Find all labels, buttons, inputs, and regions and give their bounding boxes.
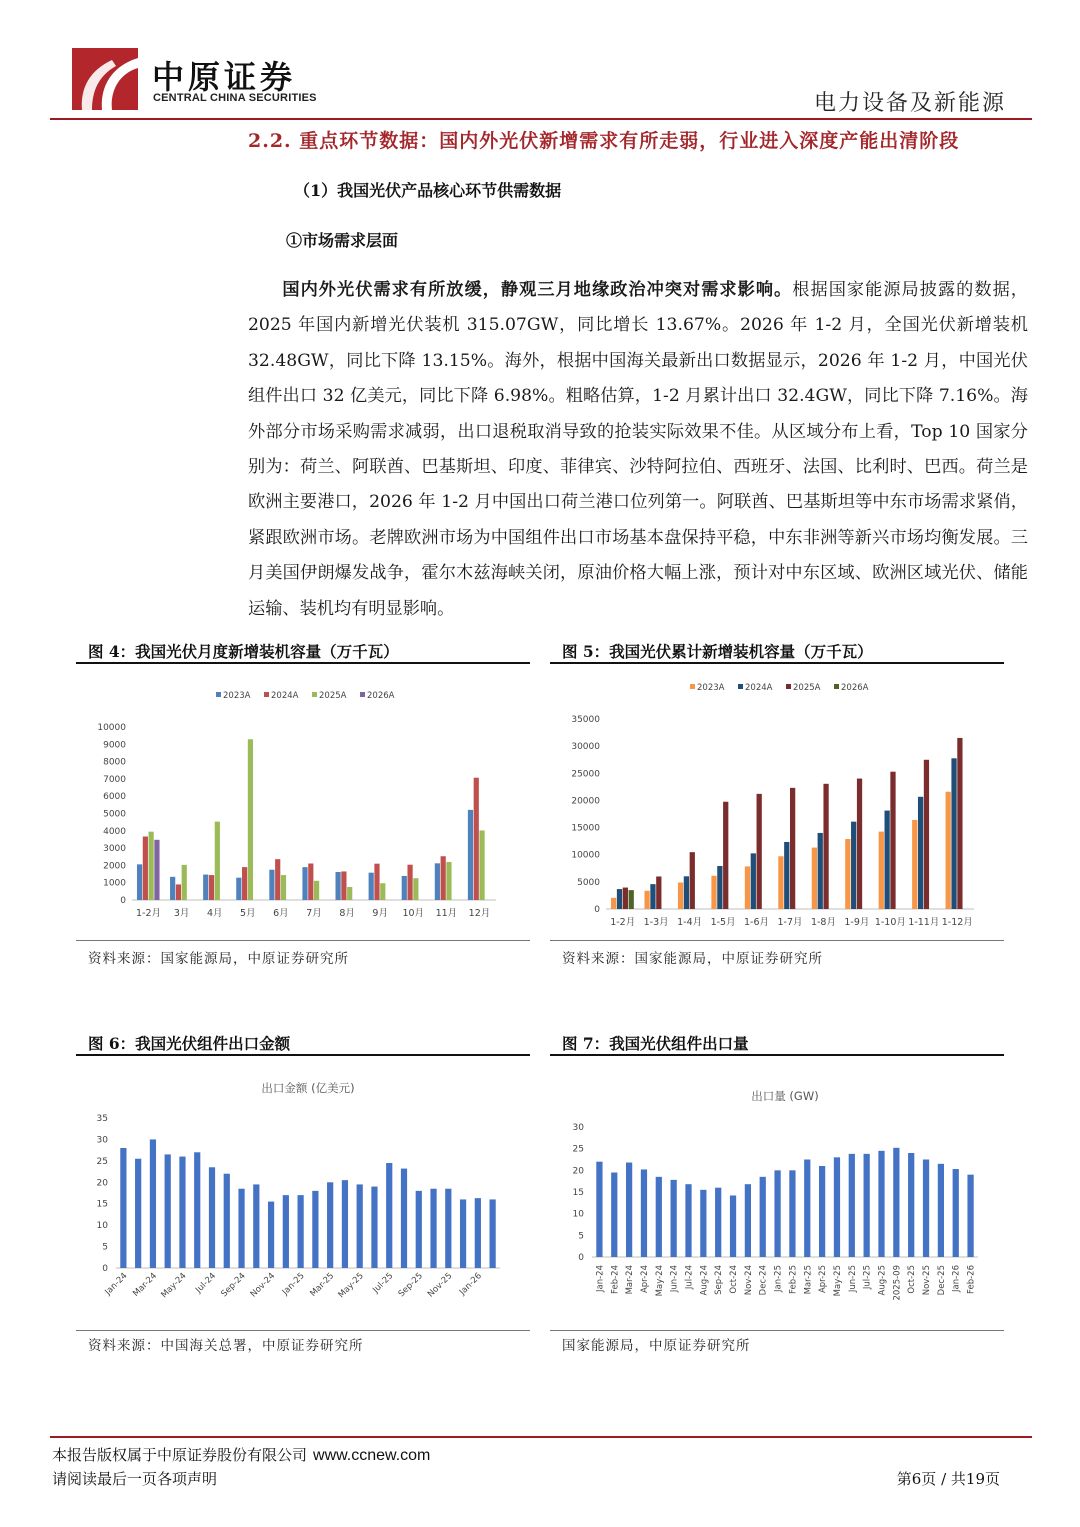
- y-tick-label: 35000: [571, 715, 600, 725]
- x-tick-label: Apr-24: [639, 1265, 650, 1294]
- x-tick-label: 6月: [273, 908, 289, 919]
- bar-Nov-24: [268, 1202, 274, 1268]
- bar-Apr-25: [342, 1180, 348, 1268]
- legend-swatch-2026A: [360, 692, 365, 697]
- bar-Dec-25: [460, 1199, 466, 1268]
- bar-2024A-12月: [474, 778, 479, 900]
- legend-label-2023A: 2023A: [697, 683, 725, 693]
- bar-2025A-5月: [248, 739, 253, 900]
- bar-2025A-1-3月: [656, 876, 661, 909]
- bar-Jul-24: [209, 1167, 215, 1268]
- x-tick-label: Oct-24: [729, 1265, 740, 1294]
- bar-Oct-25: [430, 1189, 436, 1268]
- bar-2023A-1-2月: [137, 864, 142, 900]
- x-tick-label: 4月: [206, 908, 223, 919]
- x-tick-label: May-24: [654, 1265, 665, 1297]
- bar-Nov-25: [923, 1160, 929, 1258]
- y-tick-label: 1000: [103, 878, 126, 889]
- bar-2024A-1-4月: [684, 876, 689, 909]
- legend-swatch-2024A: [738, 684, 743, 689]
- y-tick-label: 0: [594, 905, 600, 915]
- bar-2024A-4月: [209, 875, 214, 900]
- bar-Feb-25: [312, 1191, 318, 1268]
- x-tick-label: Nov-25: [922, 1265, 933, 1296]
- bar-2025A-1-2月: [149, 832, 154, 900]
- bar-Jan-24: [596, 1162, 602, 1257]
- bar-Jun-25: [371, 1187, 377, 1268]
- bar-2023A-1-11月: [912, 820, 917, 909]
- x-tick-label: Jul-25: [371, 1271, 396, 1296]
- x-tick-label: 10月: [402, 908, 425, 919]
- x-tick-label: Aug-24: [699, 1265, 710, 1296]
- y-tick-label: 20: [572, 1166, 584, 1177]
- bar-2025A-4月: [215, 822, 220, 900]
- bar-May-25: [834, 1157, 840, 1257]
- x-tick-label: Nov-25: [425, 1271, 455, 1300]
- bar-2023A-9月: [369, 873, 374, 900]
- x-tick-label: Jul-25: [862, 1265, 873, 1290]
- bar-Apr-25: [819, 1166, 825, 1257]
- x-tick-label: 1-4月: [677, 917, 703, 928]
- legend-label-2026A: 2026A: [367, 691, 395, 701]
- bar-Feb-24: [611, 1173, 617, 1258]
- figure-4-bottom-rule: [76, 940, 530, 941]
- bar-Aug-25: [878, 1151, 884, 1257]
- x-tick-label: 7月: [306, 908, 322, 919]
- subsection-heading: （1）我国光伏产品核心环节供需数据: [294, 181, 562, 200]
- bar-2025A-1-5月: [723, 802, 728, 909]
- x-tick-label: Aug-25: [877, 1265, 888, 1296]
- paragraph-text: 根据国家能源局披露的数据，2025 年国内新增光伏装机 315.07GW，同比增长 13.67%。2026 年 1-2 月，全国光伏新增装机 32.48GW，同比下降 13.15%。海外，根据中国海关最新出口数据显示，2026 年 1-2 月，中国光伏组件出口 32 亿美元，同比下降 6.98%。粗略估算，1-2 月累计出口 32.4GW，同比下降 7.16%。海外部分市场采购需求减弱，出口退税取消导致的抢装实际效果不佳。从区域分布上看，Top 10 国家分别为：荷兰、阿联酋、巴基斯坦、印度、菲律宾、沙特阿拉伯、西班牙、法国、比利时、巴西。荷兰是欧洲主要港口，2026 年 1-2 月中国出口荷兰港口位列第一。阿联酋、巴基斯坦等中东市场需求紧俏，紧跟欧洲市场。老牌欧洲市场为中国组件出口市场基本盘保持平稳，中东非洲等新兴市场均衡发展。三月美国伊朗爆发战争，霍尔木兹海峡关闭，原油价格大幅上涨，预计对中东区域、欧洲区域光伏、储能运输、装机均有明显影响。: [248, 280, 1028, 619]
- figure-6-top-rule: [76, 1054, 530, 1056]
- y-tick-label: 30: [572, 1123, 584, 1133]
- bar-Jan-25: [298, 1195, 304, 1268]
- y-tick-label: 20: [96, 1178, 108, 1189]
- legend-label-2023A: 2023A: [223, 691, 251, 701]
- x-tick-label: Jan-24: [595, 1265, 606, 1292]
- figure-5-title: 图 5：我国光伏累计新增装机容量（万千瓦）: [562, 642, 873, 661]
- bar-2025A-1-10月: [890, 772, 895, 909]
- bar-2023A-1-3月: [644, 891, 649, 909]
- bar-2025A-11月: [446, 862, 451, 900]
- x-tick-label: Jun-25: [847, 1265, 858, 1293]
- logo-mark: [72, 48, 138, 110]
- figure-4-title: 图 4：我国光伏月度新增装机容量（万千瓦）: [88, 642, 399, 661]
- bar-2023A-3月: [170, 877, 175, 900]
- x-tick-label: 1-2月: [136, 908, 162, 919]
- x-tick-label: 1-7月: [777, 917, 803, 928]
- legend-swatch-2025A: [786, 684, 791, 689]
- y-tick-label: 4000: [103, 826, 126, 837]
- x-tick-label: Mar-24: [131, 1271, 160, 1299]
- x-tick-label: Feb-25: [788, 1265, 799, 1294]
- footer-disclaimer: 请阅读最后一页各项声明: [52, 1470, 218, 1488]
- legend-label-2026A: 2026A: [841, 683, 869, 693]
- bar-Oct-24: [730, 1195, 736, 1257]
- y-tick-label: 0: [102, 1264, 108, 1274]
- legend-label-2024A: 2024A: [745, 683, 773, 693]
- x-tick-label: 1-8月: [810, 917, 836, 928]
- x-tick-label: Jan-26: [951, 1265, 962, 1292]
- bar-2024A-3月: [176, 884, 181, 900]
- bar-2023A-5月: [236, 878, 241, 900]
- y-tick-label: 30: [96, 1135, 108, 1146]
- bar-Sep-24: [715, 1188, 721, 1257]
- x-tick-label: Nov-24: [743, 1265, 754, 1296]
- legend-swatch-2025A: [312, 692, 317, 697]
- legend-label-2025A: 2025A: [319, 691, 347, 701]
- x-tick-label: May-25: [832, 1265, 843, 1297]
- x-tick-label: 1-3月: [643, 917, 669, 928]
- bar-2024A-1-9月: [851, 822, 856, 909]
- y-tick-label: 7000: [103, 774, 126, 785]
- x-tick-label: Jul-24: [193, 1271, 219, 1296]
- bar-2023A-11月: [435, 863, 440, 900]
- figure-7-source: 国家能源局，中原证券研究所: [562, 1338, 751, 1354]
- bar-2024A-10月: [407, 865, 412, 900]
- figure-7-title: 图 7：我国光伏组件出口量: [562, 1034, 749, 1053]
- bar-2023A-7月: [302, 867, 307, 900]
- bar-2025A-12月: [479, 830, 484, 900]
- y-tick-label: 5: [102, 1242, 108, 1253]
- y-tick-label: 5: [578, 1231, 584, 1242]
- y-tick-label: 0: [578, 1253, 584, 1263]
- paragraph-lead: 国内外光伏需求有所放缓，静观三月地缘政治冲突对需求影响。: [282, 280, 793, 300]
- bar-2024A-1-2月: [143, 837, 148, 900]
- x-tick-label: Mar-24: [625, 1265, 636, 1295]
- bar-2023A-1-8月: [812, 848, 817, 909]
- x-tick-label: Jan-26: [457, 1271, 484, 1298]
- legend-swatch-2024A: [264, 692, 269, 697]
- bar-2024A-6月: [275, 859, 280, 900]
- bar-Oct-25: [908, 1153, 914, 1257]
- y-tick-label: 25000: [571, 769, 600, 780]
- figure-5-top-rule: [550, 662, 1004, 664]
- figure-5-source: 资料来源：国家能源局，中原证券研究所: [562, 951, 823, 967]
- bar-Dec-25: [938, 1164, 944, 1257]
- y-tick-label: 10000: [97, 723, 126, 733]
- figure-5-bottom-rule: [550, 940, 1004, 941]
- x-tick-label: 1-5月: [710, 917, 736, 928]
- y-tick-label: 5000: [103, 809, 126, 820]
- bar-2023A-10月: [402, 876, 407, 900]
- bar-Sep-25: [416, 1191, 422, 1268]
- bar-Mar-25: [804, 1160, 810, 1258]
- bar-2025A-1-6月: [757, 794, 762, 909]
- logo-chinese-name: 中原证券: [152, 58, 297, 96]
- logo-swoosh-icon: [72, 48, 138, 110]
- bar-Jan-24: [120, 1148, 126, 1268]
- bar-Dec-24: [760, 1177, 766, 1257]
- bar-May-25: [357, 1184, 363, 1268]
- legend-swatch-2026A: [834, 684, 839, 689]
- bar-Dec-24: [283, 1195, 289, 1268]
- bar-Jun-24: [194, 1152, 200, 1268]
- bar-2023A-1-6月: [745, 866, 750, 909]
- x-tick-label: Jan-25: [773, 1265, 784, 1292]
- bar-2023A-6月: [269, 870, 274, 900]
- bar-Mar-24: [150, 1139, 156, 1268]
- bar-2025-09: [893, 1148, 899, 1257]
- x-tick-label: 5月: [240, 908, 256, 919]
- bar-2025A-1-11月: [924, 760, 929, 909]
- bar-2025A-8月: [347, 887, 352, 900]
- bar-2025A-1-8月: [823, 784, 828, 909]
- bar-2023A-1-12月: [946, 792, 951, 909]
- figure-5-chart: [550, 666, 1004, 936]
- bar-2025A-9月: [380, 883, 385, 900]
- x-tick-label: Jan-24: [103, 1271, 130, 1298]
- x-tick-label: 1-9月: [844, 917, 870, 928]
- y-tick-label: 20000: [571, 796, 600, 807]
- bar-2024A-1-2月: [617, 889, 622, 909]
- y-tick-label: 30000: [571, 742, 600, 753]
- x-tick-label: May-25: [336, 1271, 366, 1301]
- x-tick-label: 1-11月: [908, 917, 940, 928]
- section-title: 2.2. 重点环节数据：国内外光伏新增需求有所走弱，行业进入深度产能出清阶段: [248, 130, 960, 152]
- bar-2024A-1-12月: [951, 758, 956, 909]
- x-tick-label: 2025-09: [892, 1265, 903, 1301]
- bar-2025A-6月: [281, 875, 286, 900]
- bar-2024A-8月: [341, 871, 346, 900]
- bar-2024A-9月: [374, 864, 379, 900]
- legend-label-2025A: 2025A: [793, 683, 821, 693]
- bar-2023A-1-4月: [678, 883, 683, 909]
- bar-Aug-24: [224, 1174, 230, 1268]
- bar-May-24: [179, 1157, 185, 1268]
- copyright-text: 本报告版权属于中原证券股份有限公司: [52, 1446, 308, 1464]
- chart-title: 出口量 (GW): [751, 1089, 819, 1103]
- x-tick-label: Mar-25: [308, 1271, 337, 1299]
- y-tick-label: 25: [96, 1156, 108, 1167]
- x-tick-label: Sep-24: [219, 1271, 248, 1300]
- bar-Jun-24: [671, 1180, 677, 1257]
- x-tick-label: 12月: [468, 908, 491, 919]
- x-tick-label: 9月: [372, 908, 388, 919]
- x-tick-label: 1-2月: [610, 917, 636, 928]
- y-tick-label: 15: [572, 1188, 584, 1198]
- bar-2025A-1-12月: [957, 738, 962, 909]
- bar-2024A-1-11月: [918, 797, 923, 909]
- y-tick-label: 10: [96, 1221, 108, 1232]
- figure-7-bottom-rule: [550, 1330, 1004, 1331]
- bar-Nov-25: [445, 1189, 451, 1268]
- bar-Sep-24: [238, 1189, 244, 1268]
- bar-2025A-7月: [314, 881, 319, 900]
- y-tick-label: 15000: [571, 823, 600, 834]
- figure-6-source: 资料来源：中国海关总署，中原证券研究所: [88, 1338, 364, 1354]
- y-tick-label: 9000: [103, 740, 126, 751]
- bar-Feb-26: [490, 1199, 496, 1268]
- report-category: 电力设备及新能源: [813, 91, 1006, 116]
- y-tick-label: 25: [572, 1144, 584, 1155]
- bar-2023A-1-5月: [711, 876, 716, 909]
- footer-copyright: [52, 1444, 430, 1465]
- bar-2024A-1-3月: [650, 884, 655, 909]
- chart-title: 出口金额 (亿美元): [261, 1081, 355, 1095]
- x-tick-label: 3月: [173, 908, 190, 919]
- bar-2024A-11月: [441, 856, 446, 900]
- bar-Nov-24: [745, 1184, 751, 1257]
- bar-Aug-25: [401, 1169, 407, 1268]
- y-tick-label: 10000: [571, 850, 600, 861]
- figure-6-bottom-rule: [76, 1330, 530, 1331]
- bar-2024A-1-5月: [717, 866, 722, 909]
- y-tick-label: 0: [120, 896, 126, 906]
- bar-2025A-1-2月: [623, 888, 628, 909]
- bar-2025A-3月: [182, 865, 187, 900]
- bar-2024A-7月: [308, 863, 313, 900]
- y-tick-label: 10: [572, 1209, 584, 1220]
- bar-Oct-24: [253, 1184, 259, 1268]
- bar-2025A-10月: [413, 878, 418, 900]
- figure-6-title: 图 6：我国光伏组件出口金额: [88, 1034, 291, 1053]
- y-tick-label: 6000: [103, 792, 126, 803]
- footer-website-link[interactable]: www.ccnew.com: [313, 1447, 431, 1464]
- bar-2024A-5月: [242, 867, 247, 900]
- bar-2026A-1-2月: [629, 890, 634, 909]
- footer-divider: [50, 1436, 1032, 1438]
- y-tick-label: 8000: [103, 757, 126, 768]
- bar-Mar-24: [626, 1163, 632, 1257]
- y-tick-label: 5000: [577, 877, 600, 888]
- figure-4-source: 资料来源：国家能源局，中原证券研究所: [88, 951, 349, 967]
- y-tick-label: 3000: [103, 844, 126, 855]
- x-tick-label: Sep-24: [714, 1265, 725, 1295]
- bar-Jun-25: [849, 1154, 855, 1257]
- bar-Jan-26: [475, 1198, 481, 1268]
- page-number: 第6页 / 共19页: [896, 1470, 1000, 1488]
- bar-2025A-1-9月: [857, 779, 862, 909]
- body-paragraph: [248, 273, 1028, 627]
- header-divider: [50, 118, 1032, 120]
- bar-2023A-4月: [203, 875, 208, 900]
- bar-Feb-24: [135, 1159, 141, 1268]
- bar-2024A-1-8月: [818, 833, 823, 909]
- x-tick-label: 1-10月: [874, 917, 906, 928]
- bar-2025A-1-7月: [790, 788, 795, 909]
- legend-label-2024A: 2024A: [271, 691, 299, 701]
- bar-2025A-1-4月: [690, 852, 695, 909]
- bar-Aug-24: [700, 1190, 706, 1257]
- y-tick-label: 2000: [103, 861, 126, 872]
- bar-Feb-25: [789, 1170, 795, 1257]
- x-tick-label: Nov-24: [248, 1271, 278, 1300]
- x-tick-label: 11月: [435, 908, 458, 919]
- figure-7-top-rule: [550, 1054, 1004, 1056]
- bar-Feb-26: [967, 1175, 973, 1257]
- legend-swatch-2023A: [690, 684, 695, 689]
- bar-Apr-24: [641, 1169, 647, 1257]
- x-tick-label: Dec-25: [936, 1265, 947, 1296]
- x-tick-label: 1-12月: [941, 917, 973, 928]
- x-tick-label: Jun-24: [669, 1265, 680, 1293]
- bar-2024A-1-7月: [784, 842, 789, 909]
- bar-Mar-25: [327, 1182, 333, 1268]
- legend-swatch-2023A: [216, 692, 221, 697]
- x-tick-label: Jul-24: [684, 1265, 695, 1290]
- bar-Jan-25: [774, 1170, 780, 1257]
- x-tick-label: Dec-24: [758, 1265, 769, 1296]
- x-tick-label: 8月: [339, 908, 355, 919]
- bar-Apr-24: [165, 1154, 171, 1268]
- x-tick-label: 1-6月: [744, 917, 770, 928]
- y-tick-label: 15: [96, 1199, 108, 1210]
- bar-2023A-12月: [468, 810, 473, 900]
- y-tick-label: 35: [96, 1114, 108, 1124]
- bar-2024A-1-10月: [885, 811, 890, 909]
- x-tick-label: Oct-25: [907, 1265, 918, 1294]
- x-tick-label: Apr-25: [818, 1265, 829, 1294]
- bar-2023A-1-2月: [611, 898, 616, 909]
- bar-2023A-1-7月: [778, 856, 783, 909]
- bar-May-24: [656, 1177, 662, 1257]
- bar-Jul-24: [685, 1184, 691, 1257]
- figure-6-chart: [76, 1058, 530, 1328]
- bar-Jan-26: [953, 1169, 959, 1257]
- bar-2023A-8月: [336, 872, 341, 900]
- logo-english-name: CENTRAL CHINA SECURITIES: [153, 92, 317, 104]
- bar-Jul-25: [386, 1163, 392, 1268]
- subsection-subheading: ①市场需求层面: [286, 231, 399, 250]
- bar-Jul-25: [864, 1154, 870, 1257]
- x-tick-label: Sep-25: [396, 1271, 425, 1300]
- figure-7-chart: [550, 1058, 1004, 1328]
- x-tick-label: Feb-26: [966, 1265, 977, 1294]
- x-tick-label: Jan-25: [280, 1271, 307, 1298]
- bar-2026A-1-2月: [154, 840, 159, 900]
- bar-2024A-1-6月: [751, 853, 756, 909]
- x-tick-label: Feb-24: [610, 1265, 621, 1294]
- figure-4-chart: [76, 666, 530, 936]
- x-tick-label: Mar-25: [803, 1265, 814, 1295]
- figure-4-top-rule: [76, 662, 530, 664]
- x-tick-label: May-24: [159, 1271, 189, 1301]
- bar-2023A-1-9月: [845, 839, 850, 909]
- bar-2023A-1-10月: [879, 832, 884, 909]
